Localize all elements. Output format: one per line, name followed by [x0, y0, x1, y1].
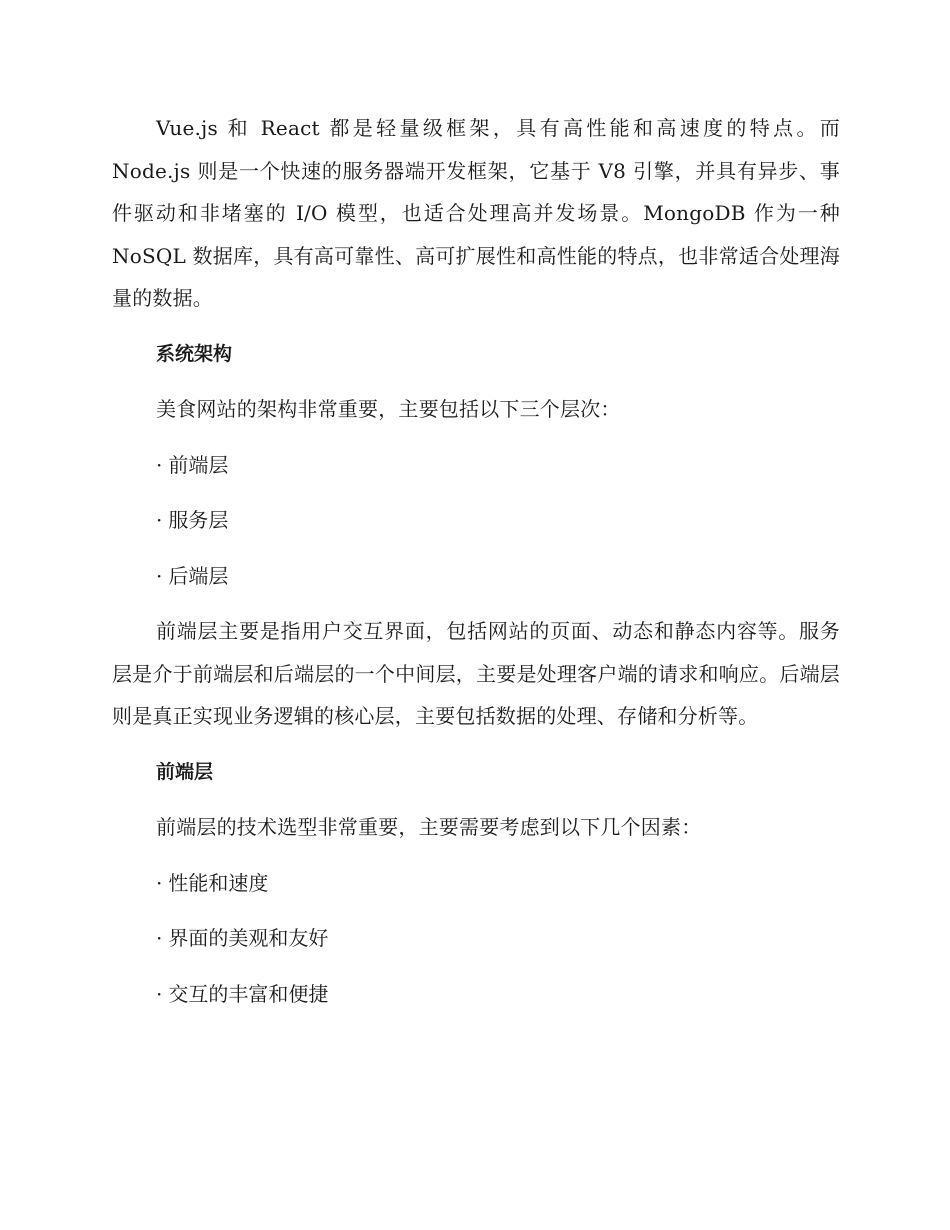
list-item [112, 499, 840, 542]
architecture-lead-paragraph: 美食网站的架构非常重要，主要包括以下三个层次： [156, 397, 621, 421]
list-item-label: 服务层 [168, 508, 229, 532]
list-item [112, 973, 840, 1016]
frontend-lead-paragraph: 前端层的技术选型非常重要，主要需要考虑到以下几个因素： [156, 815, 702, 839]
list-item-label: 交互的丰富和便捷 [168, 981, 329, 1006]
bullet-icon: · [156, 926, 163, 950]
list-item-label: 性能和速度 [168, 870, 269, 895]
bullet-icon: · [156, 508, 163, 532]
list-item-label: 前端层 [168, 452, 229, 477]
list-item-label: 界面的美观和友好 [168, 926, 329, 950]
section-heading-frontend: 前端层 [156, 760, 214, 783]
bullet-icon: · [156, 870, 163, 895]
architecture-layer-list [112, 444, 840, 598]
list-item [112, 555, 840, 598]
bullet-icon: · [156, 981, 163, 1006]
section-heading-architecture: 系统架构 [156, 342, 233, 365]
bullet-icon: · [156, 563, 163, 588]
intro-paragraph: Vue.js 和 React 都是轻量级框架，具有高性能和高速度的特点。而 Node.js 则是一个快速的服务器端开发框架，它基于 V8 引擎，并具有异步、事件驱动和非堵塞的 I/O 模型，也适合处理高并发场景。MongoDB 作为一种 NoSQL 数据库，具有高可靠性、高可扩展性和高性能的特点，也非常适合处理海量的数据。 [112, 116, 840, 310]
frontend-factor-list [112, 862, 840, 1016]
list-item [112, 917, 840, 960]
bullet-icon: · [156, 452, 163, 477]
architecture-description-paragraph: 前端层主要是指用户交互界面，包括网站的页面、动态和静态内容等。服务层是介于前端层和后端层的一个中间层，主要是处理客户端的请求和响应。后端层则是真正实现业务逻辑的核心层，主要包括数据的处理、存储和分析等。 [112, 619, 840, 728]
document-body [112, 107, 840, 1028]
list-item [112, 444, 840, 487]
list-item [112, 862, 840, 905]
list-item-label: 后端层 [168, 563, 229, 588]
